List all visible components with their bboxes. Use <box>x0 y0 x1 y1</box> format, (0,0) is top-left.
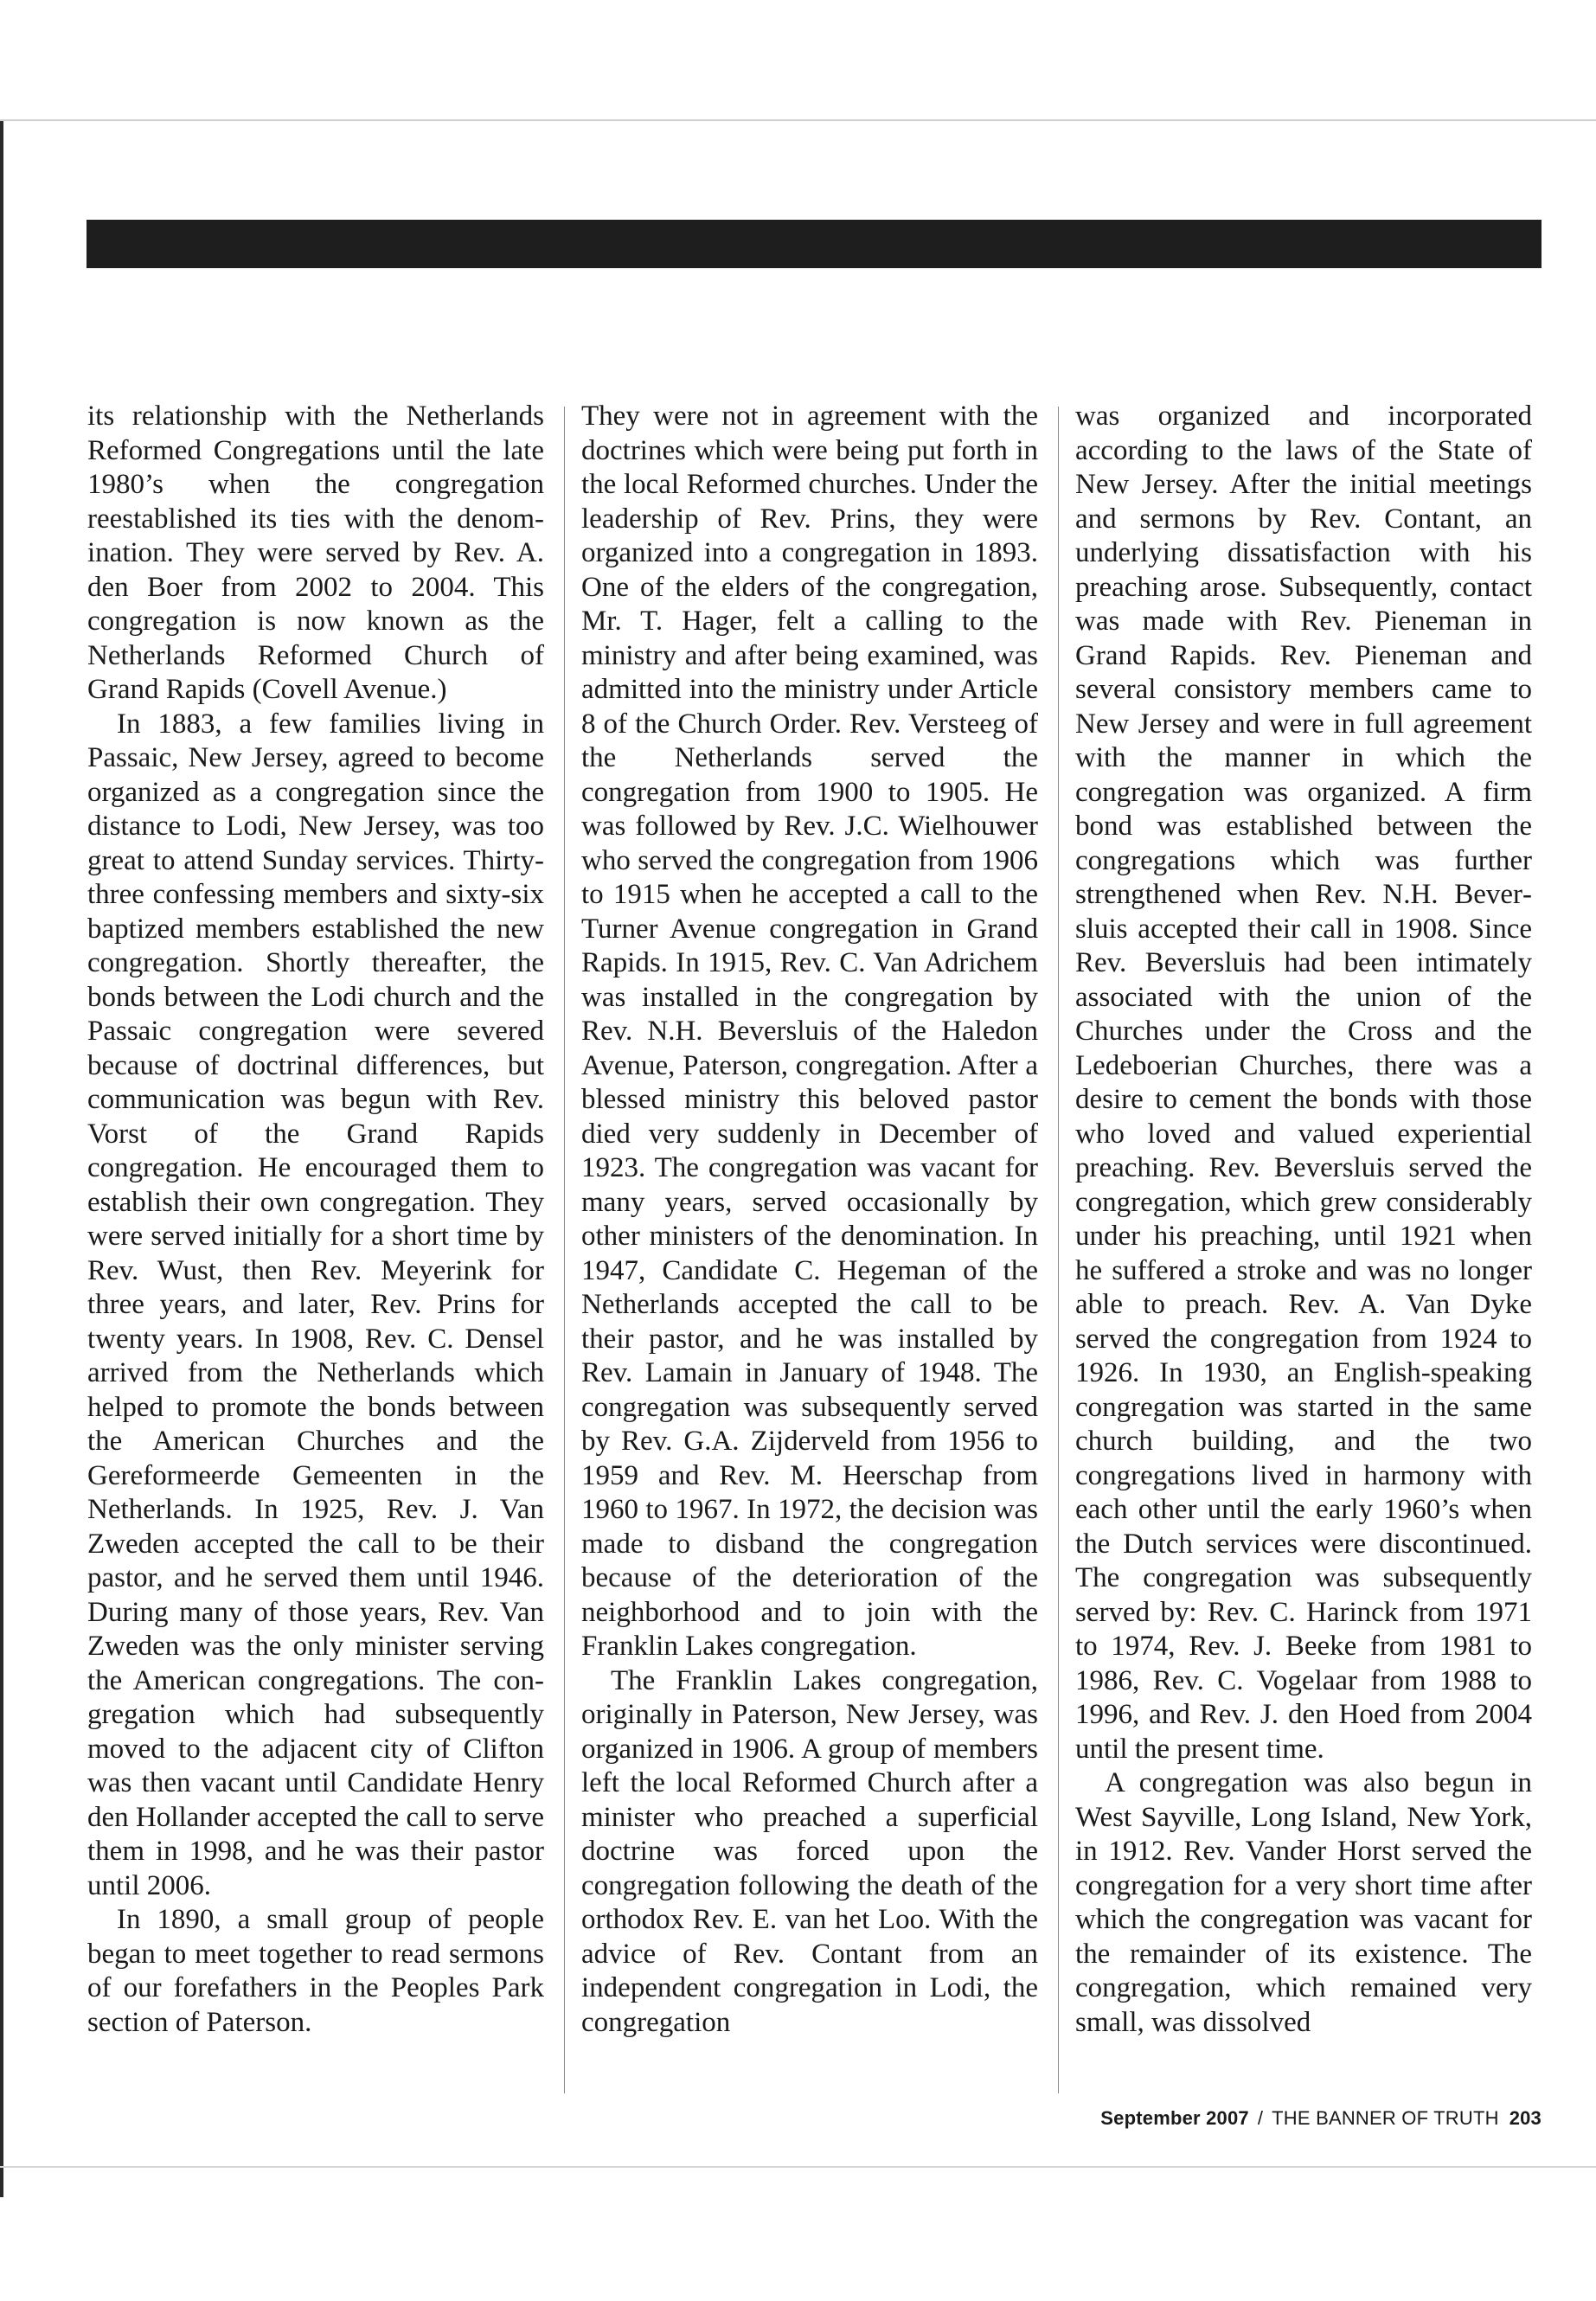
paragraph: In 1883, a few families living in Passaic, New Jersey, agreed to become organized as a congregation since the distance to Lodi, New Jersey, was too great to attend Sunday services. Thirty-three confessing members and sixty-six baptized members established the new congregation. Shortly thereafter, the bonds between the Lodi church and the Passaic congregation were severed because of doctrinal differences, but communication was begun with Rev. Vorst of the Grand Rapids congregation. He encouraged them to establish their own congregation. They were served initially for a short time by Rev. Wust, then Rev. Meyerink for three years, and later, Rev. Prins for twenty years. In 1908, Rev. C. Densel arrived from the Netherlands which helped to promote the bonds between the American Churches and the Gereformeerde Gemeenten in the Netherlands. In 1925, Rev. J. Van Zweden accepted the call to be their pastor, and he served them until 1946. During many of those years, Rev. Van Zweden was the only minister serving the American congregations. The congregation which had subsequently moved to the adjacent city of Clifton was then vacant until Candidate Henry den Hollander accepted the call to serve them in 1998, and he was their pastor until 2006. <box>87 708 544 1901</box>
paragraph: In 1890, a small group of people began to meet together to read sermons of our forefathers in the Peoples Park section of Paterson. <box>87 1904 544 2038</box>
top-rule <box>0 119 1596 121</box>
paragraph: was organized and incorporated according to the laws of the State of New Jersey. After the initial meetings and sermons by Rev. Contant, an underlying dissatisfaction with his preaching arose. Subsequently, contact was made with Rev. Pieneman in Grand Rapids. Rev. Pieneman and several consistory members came to New Jersey and were in full agreement with the manner in which the congregation was organized. A firm bond was established between the congregations which was further strengthened when Rev. N.H. Beversluis accepted their call in 1908. Since Rev. Beversluis had been intimately associated with the union of the Churches under the Cross and the Ledeboerian Churches, there was a desire to cement the bonds with those who loved and valued experiential preaching. Rev. Beversluis served the congregation, which grew considerably under his preaching, until 1921 when he suffered a stroke and was no longer able to preach. Rev. A. Van Dyke served the congregation from 1924 to 1926. In 1930, an English-speaking congregation was started in the same church building, and the two congregations lived in harmony with each other until the early 1960’s when the Dutch services were discontinued. The congregation was subsequently served by: Rev. C. Harinck from 1971 to 1974, Rev. J. Beeke from 1981 to 1986, Rev. C. Vogelaar from 1988 to 1996, and Rev. J. den Hoed from 2004 until the present time. <box>1075 401 1532 1765</box>
paragraph: its relationship with the Netherlands Reformed Congregations until the late 1980’s when the congregation reestablished its ties with the denomination. They were served by Rev. A. den Boer from 2002 to 2004. This congregation is now known as the Netherlands Reformed Church of Grand Rapids (Covell Avenue.) <box>87 401 544 705</box>
text-column-2 <box>581 400 1038 2040</box>
header-bar <box>87 220 1542 268</box>
paragraph: A congregation was also begun in West Sayville, Long Island, New York, in 1912. Rev. Vander Horst served the congregation for a very short time after which the congregation was vacant for the remainder of its existence. The congregation, which remained very small, was dissolved <box>1075 1767 1532 2038</box>
paragraph: They were not in agreement with the doctrines which were being put forth in the local Reformed churches. Under the leadership of Rev. Prins, they were organized into a congregation in 1893. One of the elders of the congregation, Mr. T. Hager, felt a calling to the ministry and after being examined, was admitted into the ministry under Article 8 of the Church Order. Rev. Versteeg of the Netherlands served the congregation from 1900 to 1905. He was followed by Rev. J.C. Wielhouwer who served the congregation from 1906 to 1915 when he accepted a call to the Turner Avenue congregation in Grand Rapids. In 1915, Rev. C. Van Adrichem was installed in the congregation by Rev. N.H. Beversluis of the Haledon Avenue, Paterson, congregation. After a blessed ministry this beloved pastor died very suddenly in December of 1923. The congregation was vacant for many years, served occasionally by other ministers of the denomination. In 1947, Candidate C. Hegeman of the Netherlands accepted the call to be their pastor, and he was installed by Rev. Lamain in January of 1948. The congregation was subsequently served by Rev. G.A. Zijderveld from 1956 to 1959 and Rev. M. Heerschap from 1960 to 1967. In 1972, the decision was made to disband the congregation because of the deterioration of the neighborhood and to join with the Franklin Lakes congregation. <box>581 401 1038 1662</box>
footer-date: September 2007 <box>1100 2107 1249 2129</box>
paragraph: The Franklin Lakes congregation, originally in Paterson, New Jersey, was organized in 1906. A group of members left the local Reformed Church after a minister who preached a superficial doctrine was forced upon the congregation following the death of the orthodox Rev. E. van het Loo. With the advice of Rev. Contant from an independent congregation in Lodi, the congregation <box>581 1664 1038 2038</box>
footer-publication: THE BANNER OF TRUTH <box>1272 2107 1499 2129</box>
text-column-1 <box>87 400 544 2040</box>
column-divider <box>564 407 565 2093</box>
text-column-3 <box>1075 400 1532 2040</box>
column-divider <box>1058 407 1059 2093</box>
page-number: 203 <box>1509 2107 1542 2129</box>
bottom-rule <box>0 2166 1596 2168</box>
footer-separator: / <box>1257 2107 1264 2129</box>
page-footer <box>1100 2107 1542 2130</box>
page-edge-shadow <box>0 121 3 2197</box>
